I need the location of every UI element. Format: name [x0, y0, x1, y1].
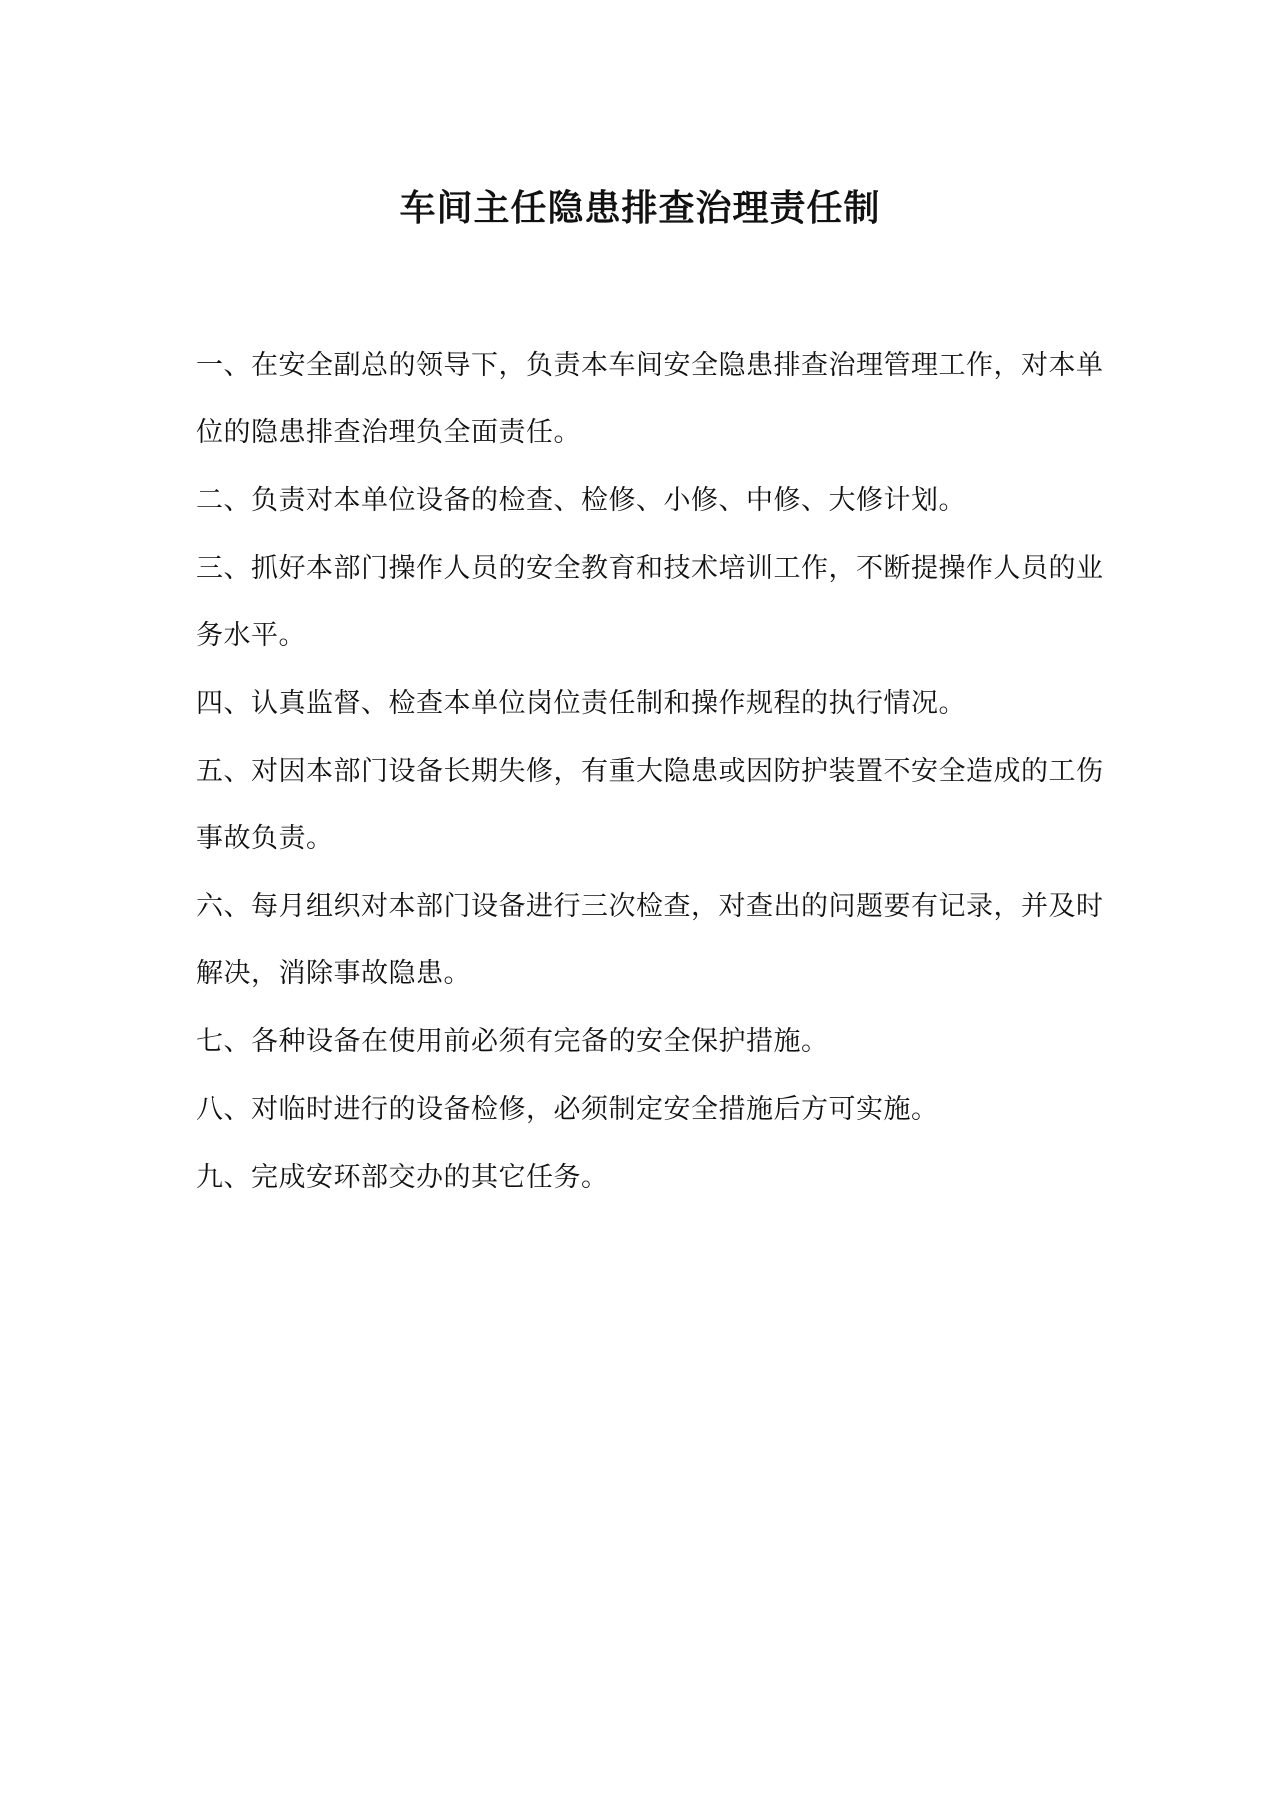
document-title: 车间主任隐患排查治理责任制	[399, 188, 881, 229]
clause-item: 五、对因本部门设备长期失修，有重大隐患或因防护装置不安全造成的工伤事故负责。	[196, 756, 1104, 854]
clause-list	[196, 332, 1106, 1212]
clause-item: 三、抓好本部门操作人员的安全教育和技术培训工作，不断提操作人员的业务水平。	[196, 553, 1104, 651]
clause-item: 八、对临时进行的设备检修，必须制定安全措施后方可实施。	[196, 1094, 939, 1125]
clause-item: 九、完成安环部交办的其它任务。	[196, 1162, 609, 1193]
clause-item: 七、各种设备在使用前必须有完备的安全保护措施。	[196, 1026, 829, 1057]
clause-item: 二、负责对本单位设备的检查、检修、小修、中修、大修计划。	[196, 485, 966, 516]
clause-item: 一、在安全副总的领导下，负责本车间安全隐患排查治理管理工作，对本单位的隐患排查治理负全面责任。	[196, 350, 1104, 448]
clause-item: 四、认真监督、检查本单位岗位责任制和操作规程的执行情况。	[196, 688, 966, 719]
clause-item: 六、每月组织对本部门设备进行三次检查，对查出的问题要有记录，并及时解决，消除事故隐患。	[196, 891, 1104, 989]
